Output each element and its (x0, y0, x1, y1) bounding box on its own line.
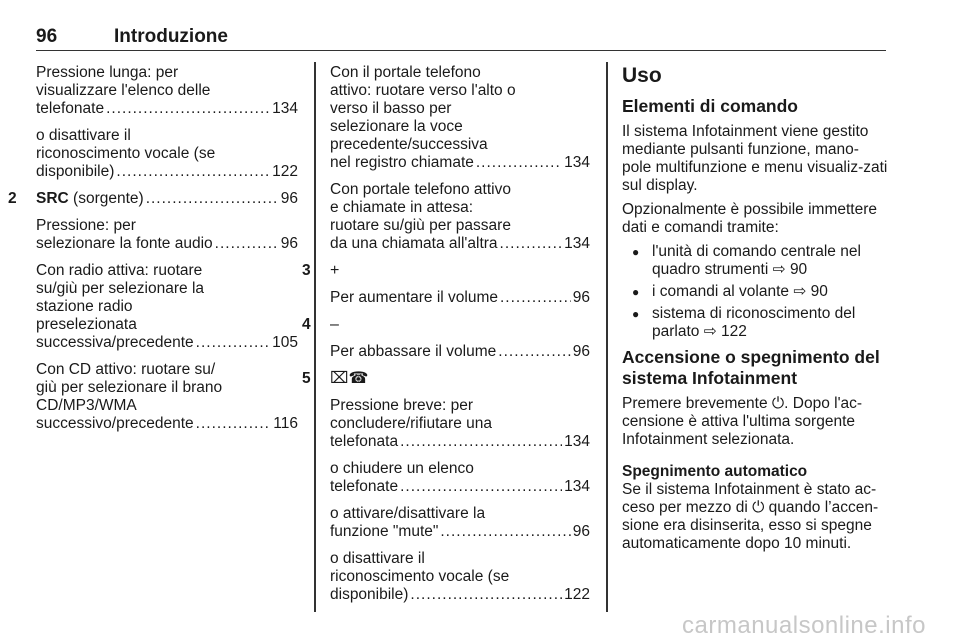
page-reference: 134 (564, 154, 590, 171)
page-title: Introduzione (114, 26, 228, 47)
item-number: 3 (302, 262, 311, 279)
page-reference: 134 (564, 433, 590, 450)
paragraph: Premere brevemente ⏻. Dopo l'ac-censione è attiva l'ultima sorgente Infotainment selezionata. (622, 395, 863, 448)
page-reference: 90 (789, 261, 808, 278)
column-1 (8, 64, 298, 442)
page-reference: 122 (272, 163, 298, 180)
page-reference: 122 (564, 586, 590, 603)
power-icon: ⏻ (771, 395, 785, 412)
index-entry: Pressione lunga: per visualizzare l'elenco delle telefonate ..... 134 (36, 64, 298, 118)
index-entry-numbered (302, 262, 590, 280)
column-3 (622, 64, 888, 559)
index-entry-numbered (302, 316, 590, 334)
list-item: ● sistema di riconoscimento del parlato ⇨ 122 (622, 305, 888, 341)
column-divider (606, 62, 608, 612)
page-reference: 105 (272, 334, 298, 351)
paragraph: Se il sistema Infotainment è stato ac-ceso per mezzo di ⏻ quando l’accen-sione era disinserita, esso si spegne automaticamente dopo 10 minuti. (622, 481, 879, 552)
page-reference: 122 (721, 323, 747, 340)
index-entry-numbered: 2 SRC (sorgente) ..... 96 (8, 190, 298, 208)
page-reference: 96 (572, 289, 590, 306)
page-header (36, 26, 886, 51)
page-reference: 134 (272, 100, 298, 117)
subsection-heading: Elementi di comando (622, 96, 798, 116)
index-entry: o disattivare il riconoscimento vocale (se disponibile) ..... 122 (330, 550, 590, 604)
power-icon: ⏻ (752, 499, 765, 516)
minus-icon: – (330, 316, 339, 333)
arrow-ref-icon: ⇨ (772, 261, 786, 278)
section-heading: Uso (622, 64, 662, 87)
page-reference: 134 (564, 478, 590, 495)
index-entry: Con portale telefono attivo e chiamate in attesa: ruotare su/giù per passare da una chiamata all'altra ..... 134 (330, 181, 590, 253)
item-number: 5 (302, 370, 311, 387)
index-entry-numbered (302, 370, 590, 388)
column-divider (314, 62, 316, 612)
index-entry: o disattivare il riconoscimento vocale (se disponibile) ..... 122 (36, 127, 298, 181)
paragraph: Il sistema Infotainment viene gestito mediante pulsanti funzione, mano-pole multifunzione e menu visualiz-zati sul display. (622, 123, 888, 194)
index-entry: Con il portale telefono attivo: ruotare verso l'alto o verso il basso per selezionare la voce precedente/successiva nel registro chiamate ..... 134 (330, 64, 590, 172)
page-reference: 96 (280, 190, 298, 207)
list-item: ● i comandi al volante ⇨ 90 (622, 283, 888, 301)
page-reference: 134 (564, 235, 590, 252)
index-entry: Pressione breve: per concludere/rifiutare una telefonata ..... 134 (330, 397, 590, 451)
paragraph: Opzionalmente è possibile immettere dati e comandi tramite: (622, 201, 878, 236)
page-number: 96 (36, 26, 58, 47)
index-entry: Per abbassare il volume ..... 96 (330, 343, 590, 361)
column-2 (302, 64, 590, 613)
index-entry: o chiudere un elenco telefonate ..... 134 (330, 460, 590, 496)
src-label: SRC (36, 190, 69, 207)
index-entry: Con CD attivo: ruotare su/ giù per selezionare il brano CD/MP3/WMA successivo/precedente ..... 116 (36, 361, 298, 433)
arrow-ref-icon: ⇨ (793, 283, 807, 300)
index-entry: Per aumentare il volume ..... 96 (330, 289, 590, 307)
page-reference: 96 (572, 343, 590, 360)
item-number: 4 (302, 316, 311, 333)
plus-icon: + (330, 262, 340, 279)
watermark: carmanualsonline.info (682, 612, 926, 639)
page-reference: 96 (280, 235, 298, 252)
subsection-heading: Accensione o spegnimento del sistema Infotainment (622, 347, 880, 388)
bullet-list (622, 243, 888, 341)
minor-heading: Spegnimento automatico (622, 463, 808, 480)
index-entry: Con radio attiva: ruotare su/giù per selezionare la stazione radio preselezionata successiva/precedente ..... 105 (36, 262, 298, 352)
item-number: 2 (8, 190, 17, 207)
page-reference: 116 (273, 415, 298, 432)
mute-hangup-icon: ⌧☎ (330, 370, 369, 387)
index-entry: o attivare/disattivare la funzione "mute" ..... 96 (330, 505, 590, 541)
index-entry: Pressione: per selezionare la fonte audio ..... 96 (36, 217, 298, 253)
page-reference: 96 (572, 523, 590, 540)
page-reference: 90 (810, 283, 828, 300)
arrow-ref-icon: ⇨ (703, 323, 717, 340)
list-item: ● l'unità di comando centrale nel quadro strumenti ⇨ 90 (622, 243, 888, 279)
